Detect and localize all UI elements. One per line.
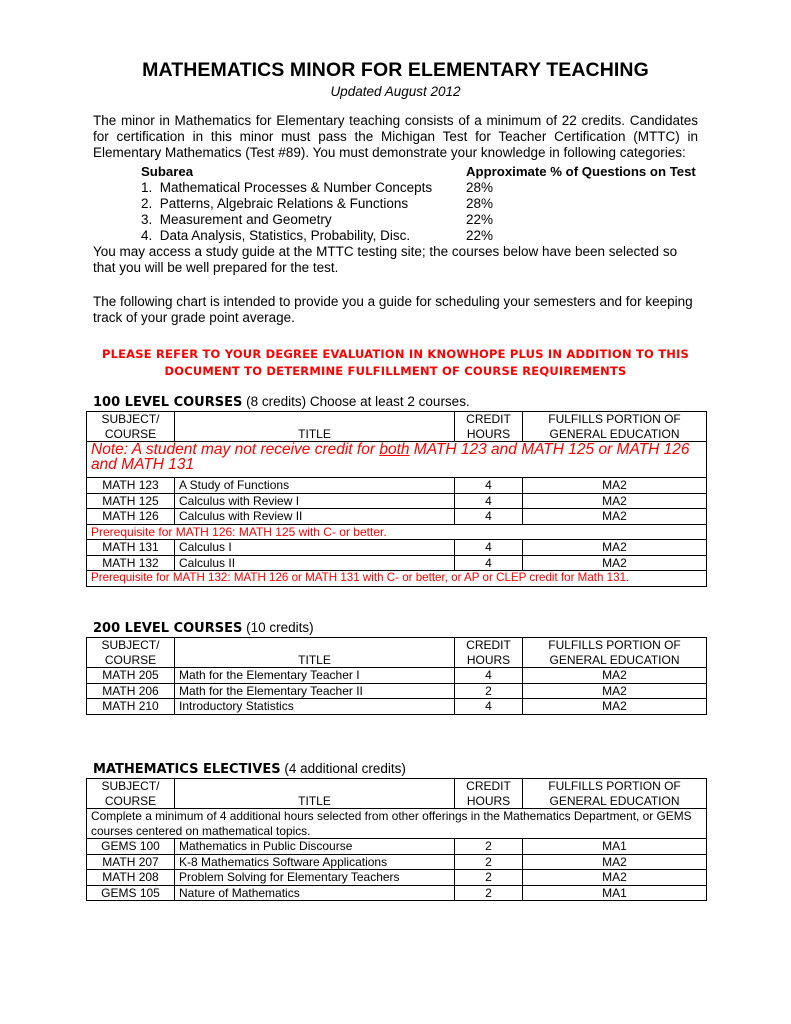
- course-code: MATH 206: [87, 683, 175, 699]
- table-row: [87, 668, 707, 684]
- course-credit: 2: [455, 854, 523, 870]
- subarea-item: [141, 196, 408, 211]
- course-credit: 2: [455, 839, 523, 855]
- table-row: [87, 839, 707, 855]
- credit-restriction-note: Note: A student may not receive credit for both MATH 123 and MATH 125 or MATH 126 and MATH 131: [87, 442, 707, 478]
- course-code: MATH 208: [87, 870, 175, 886]
- intro-text: The minor in Mathematics for Elementary teaching consists of a minimum of 22 credits. Candidates for certification in this minor must pass the Michigan Test for Teacher Certification (MTTC) in Elementary Mathematics (Test #89). You must demonstrate your knowledge in following categories:: [93, 113, 698, 160]
- course-code: MATH 132: [87, 555, 175, 571]
- page-title: MATHEMATICS MINOR FOR ELEMENTARY TEACHING: [142, 59, 649, 81]
- course-title: Calculus with Review I: [175, 493, 455, 509]
- header-credit: CREDIT HOURS: [455, 779, 523, 809]
- page-subtitle: Updated August 2012: [330, 84, 461, 99]
- course-code: GEMS 105: [87, 885, 175, 901]
- course-gen-ed: MA2: [523, 555, 707, 571]
- table-row: [87, 509, 707, 525]
- course-gen-ed: MA2: [523, 493, 707, 509]
- header-credit: CREDIT HOURS: [455, 412, 523, 442]
- table-row: [87, 478, 707, 494]
- table-header-row: [87, 412, 707, 442]
- subarea-item-pct: 22%: [466, 212, 494, 227]
- course-title: Calculus I: [175, 540, 455, 556]
- course-title: Mathematics in Public Discourse: [175, 839, 455, 855]
- header-fulfills: FULFILLS PORTION OF GENERAL EDUCATION: [523, 412, 707, 442]
- course-credit: 4: [455, 540, 523, 556]
- notice-line: DOCUMENT TO DETERMINE FULFILLMENT OF COURSE REQUIREMENTS: [164, 364, 627, 378]
- subarea-item-text: Patterns, Algebraic Relations & Functions: [159, 196, 409, 211]
- course-gen-ed: MA2: [523, 683, 707, 699]
- subarea-item-num: 2.: [141, 196, 153, 211]
- subarea-item-num: 4.: [141, 228, 153, 243]
- table-row: [87, 555, 707, 571]
- course-credit: 2: [455, 683, 523, 699]
- subarea-item-num: 1.: [141, 180, 153, 195]
- table-header-row: [87, 638, 707, 668]
- degree-evaluation-notice: [0, 346, 791, 380]
- course-title: Problem Solving for Elementary Teachers: [175, 870, 455, 886]
- table-row: [87, 493, 707, 509]
- table-row: [87, 683, 707, 699]
- table-note-row: [87, 809, 707, 839]
- study-guide-paragraph: You may access a study guide at the MTTC testing site; the courses below have been selected so that you will be well prepared for the test.: [93, 244, 678, 275]
- table-row: [87, 854, 707, 870]
- subarea-item-text: Data Analysis, Statistics, Probability, Disc.: [159, 228, 411, 243]
- table-row: [87, 885, 707, 901]
- course-credit: 4: [455, 493, 523, 509]
- subarea-item: [141, 228, 410, 243]
- level200-heading-title: 200 LEVEL COURSES: [93, 621, 243, 636]
- course-code: MATH 210: [87, 699, 175, 715]
- subarea-item-pct: 28%: [466, 180, 494, 195]
- electives-heading-title: MATHEMATICS ELECTIVES: [93, 762, 281, 777]
- course-gen-ed: MA2: [523, 699, 707, 715]
- header-title: TITLE: [175, 638, 455, 668]
- header-subject: SUBJECT/ COURSE: [87, 779, 175, 809]
- course-credit: 2: [455, 870, 523, 886]
- table-row: [87, 540, 707, 556]
- header-subject: SUBJECT/ COURSE: [87, 638, 175, 668]
- level100-heading-detail: (8 credits) Choose at least 2 courses.: [242, 394, 470, 409]
- course-title: A Study of Functions: [175, 478, 455, 494]
- subarea-item-text: Mathematical Processes & Number Concepts: [159, 180, 433, 195]
- course-code: MATH 123: [87, 478, 175, 494]
- intro-paragraph: [93, 113, 698, 161]
- course-gen-ed: MA2: [523, 540, 707, 556]
- course-title: Introductory Statistics: [175, 699, 455, 715]
- table-prereq-row: [87, 571, 707, 587]
- subarea-label: Subarea: [141, 164, 194, 179]
- table-row: [87, 870, 707, 886]
- course-credit: 4: [455, 478, 523, 494]
- electives-heading: [93, 761, 406, 777]
- table-note-row: [87, 442, 707, 478]
- table-row: [87, 699, 707, 715]
- electives-table: [86, 778, 707, 901]
- course-gen-ed: MA2: [523, 870, 707, 886]
- level100-table: [86, 411, 707, 587]
- course-title: Calculus with Review II: [175, 509, 455, 525]
- level200-heading: [93, 620, 314, 636]
- course-code: MATH 125: [87, 493, 175, 509]
- course-title: Calculus II: [175, 555, 455, 571]
- prerequisite-note: Prerequisite for MATH 132: MATH 126 or MATH 131 with C- or better, or AP or CLEP credit for Math 131.: [87, 571, 707, 587]
- level200-table: [86, 637, 707, 715]
- header-subject: SUBJECT/ COURSE: [87, 412, 175, 442]
- course-code: GEMS 100: [87, 839, 175, 855]
- header-fulfills: FULFILLS PORTION OF GENERAL EDUCATION: [523, 779, 707, 809]
- course-gen-ed: MA1: [523, 885, 707, 901]
- electives-heading-detail: (4 additional credits): [280, 761, 406, 776]
- header-title: TITLE: [175, 779, 455, 809]
- table-prereq-row: [87, 524, 707, 540]
- subarea-item-pct: 22%: [466, 228, 494, 243]
- header-credit: CREDIT HOURS: [455, 638, 523, 668]
- notice-line: PLEASE REFER TO YOUR DEGREE EVALUATION IN KNOWHOPE PLUS IN ADDITION TO THIS: [101, 347, 690, 361]
- course-credit: 2: [455, 885, 523, 901]
- course-title: Math for the Elementary Teacher I: [175, 668, 455, 684]
- subarea-item-num: 3.: [141, 212, 153, 227]
- level200-heading-detail: (10 credits): [242, 620, 314, 635]
- level100-heading: [93, 394, 470, 410]
- course-gen-ed: MA2: [523, 509, 707, 525]
- course-credit: 4: [455, 555, 523, 571]
- prerequisite-note: Prerequisite for MATH 126: MATH 125 with C- or better.: [87, 524, 707, 540]
- course-gen-ed: MA1: [523, 839, 707, 855]
- level100-heading-title: 100 LEVEL COURSES: [93, 395, 243, 410]
- subarea-item-text: Measurement and Geometry: [159, 212, 332, 227]
- subarea-item: [141, 212, 332, 227]
- course-gen-ed: MA2: [523, 854, 707, 870]
- course-code: MATH 131: [87, 540, 175, 556]
- course-gen-ed: MA2: [523, 478, 707, 494]
- subarea-pct-label: Approximate % of Questions on Test: [466, 164, 696, 179]
- course-credit: 4: [455, 509, 523, 525]
- course-code: MATH 207: [87, 854, 175, 870]
- electives-note: Complete a minimum of 4 additional hours selected from other offerings in the Mathematics Department, or GEMS courses centered on mathematical topics.: [87, 809, 707, 839]
- header-title: TITLE: [175, 412, 455, 442]
- course-title: Nature of Mathematics: [175, 885, 455, 901]
- course-credit: 4: [455, 699, 523, 715]
- course-title: Math for the Elementary Teacher II: [175, 683, 455, 699]
- course-code: MATH 205: [87, 668, 175, 684]
- course-code: MATH 126: [87, 509, 175, 525]
- course-title: K-8 Mathematics Software Applications: [175, 854, 455, 870]
- header-fulfills: FULFILLS PORTION OF GENERAL EDUCATION: [523, 638, 707, 668]
- course-gen-ed: MA2: [523, 668, 707, 684]
- course-credit: 4: [455, 668, 523, 684]
- chart-intro-paragraph: The following chart is intended to provide you a guide for scheduling your semesters and for keeping track of your grade point average.: [93, 294, 693, 325]
- subarea-item-pct: 28%: [466, 196, 494, 211]
- subarea-item: [141, 180, 432, 195]
- table-header-row: [87, 779, 707, 809]
